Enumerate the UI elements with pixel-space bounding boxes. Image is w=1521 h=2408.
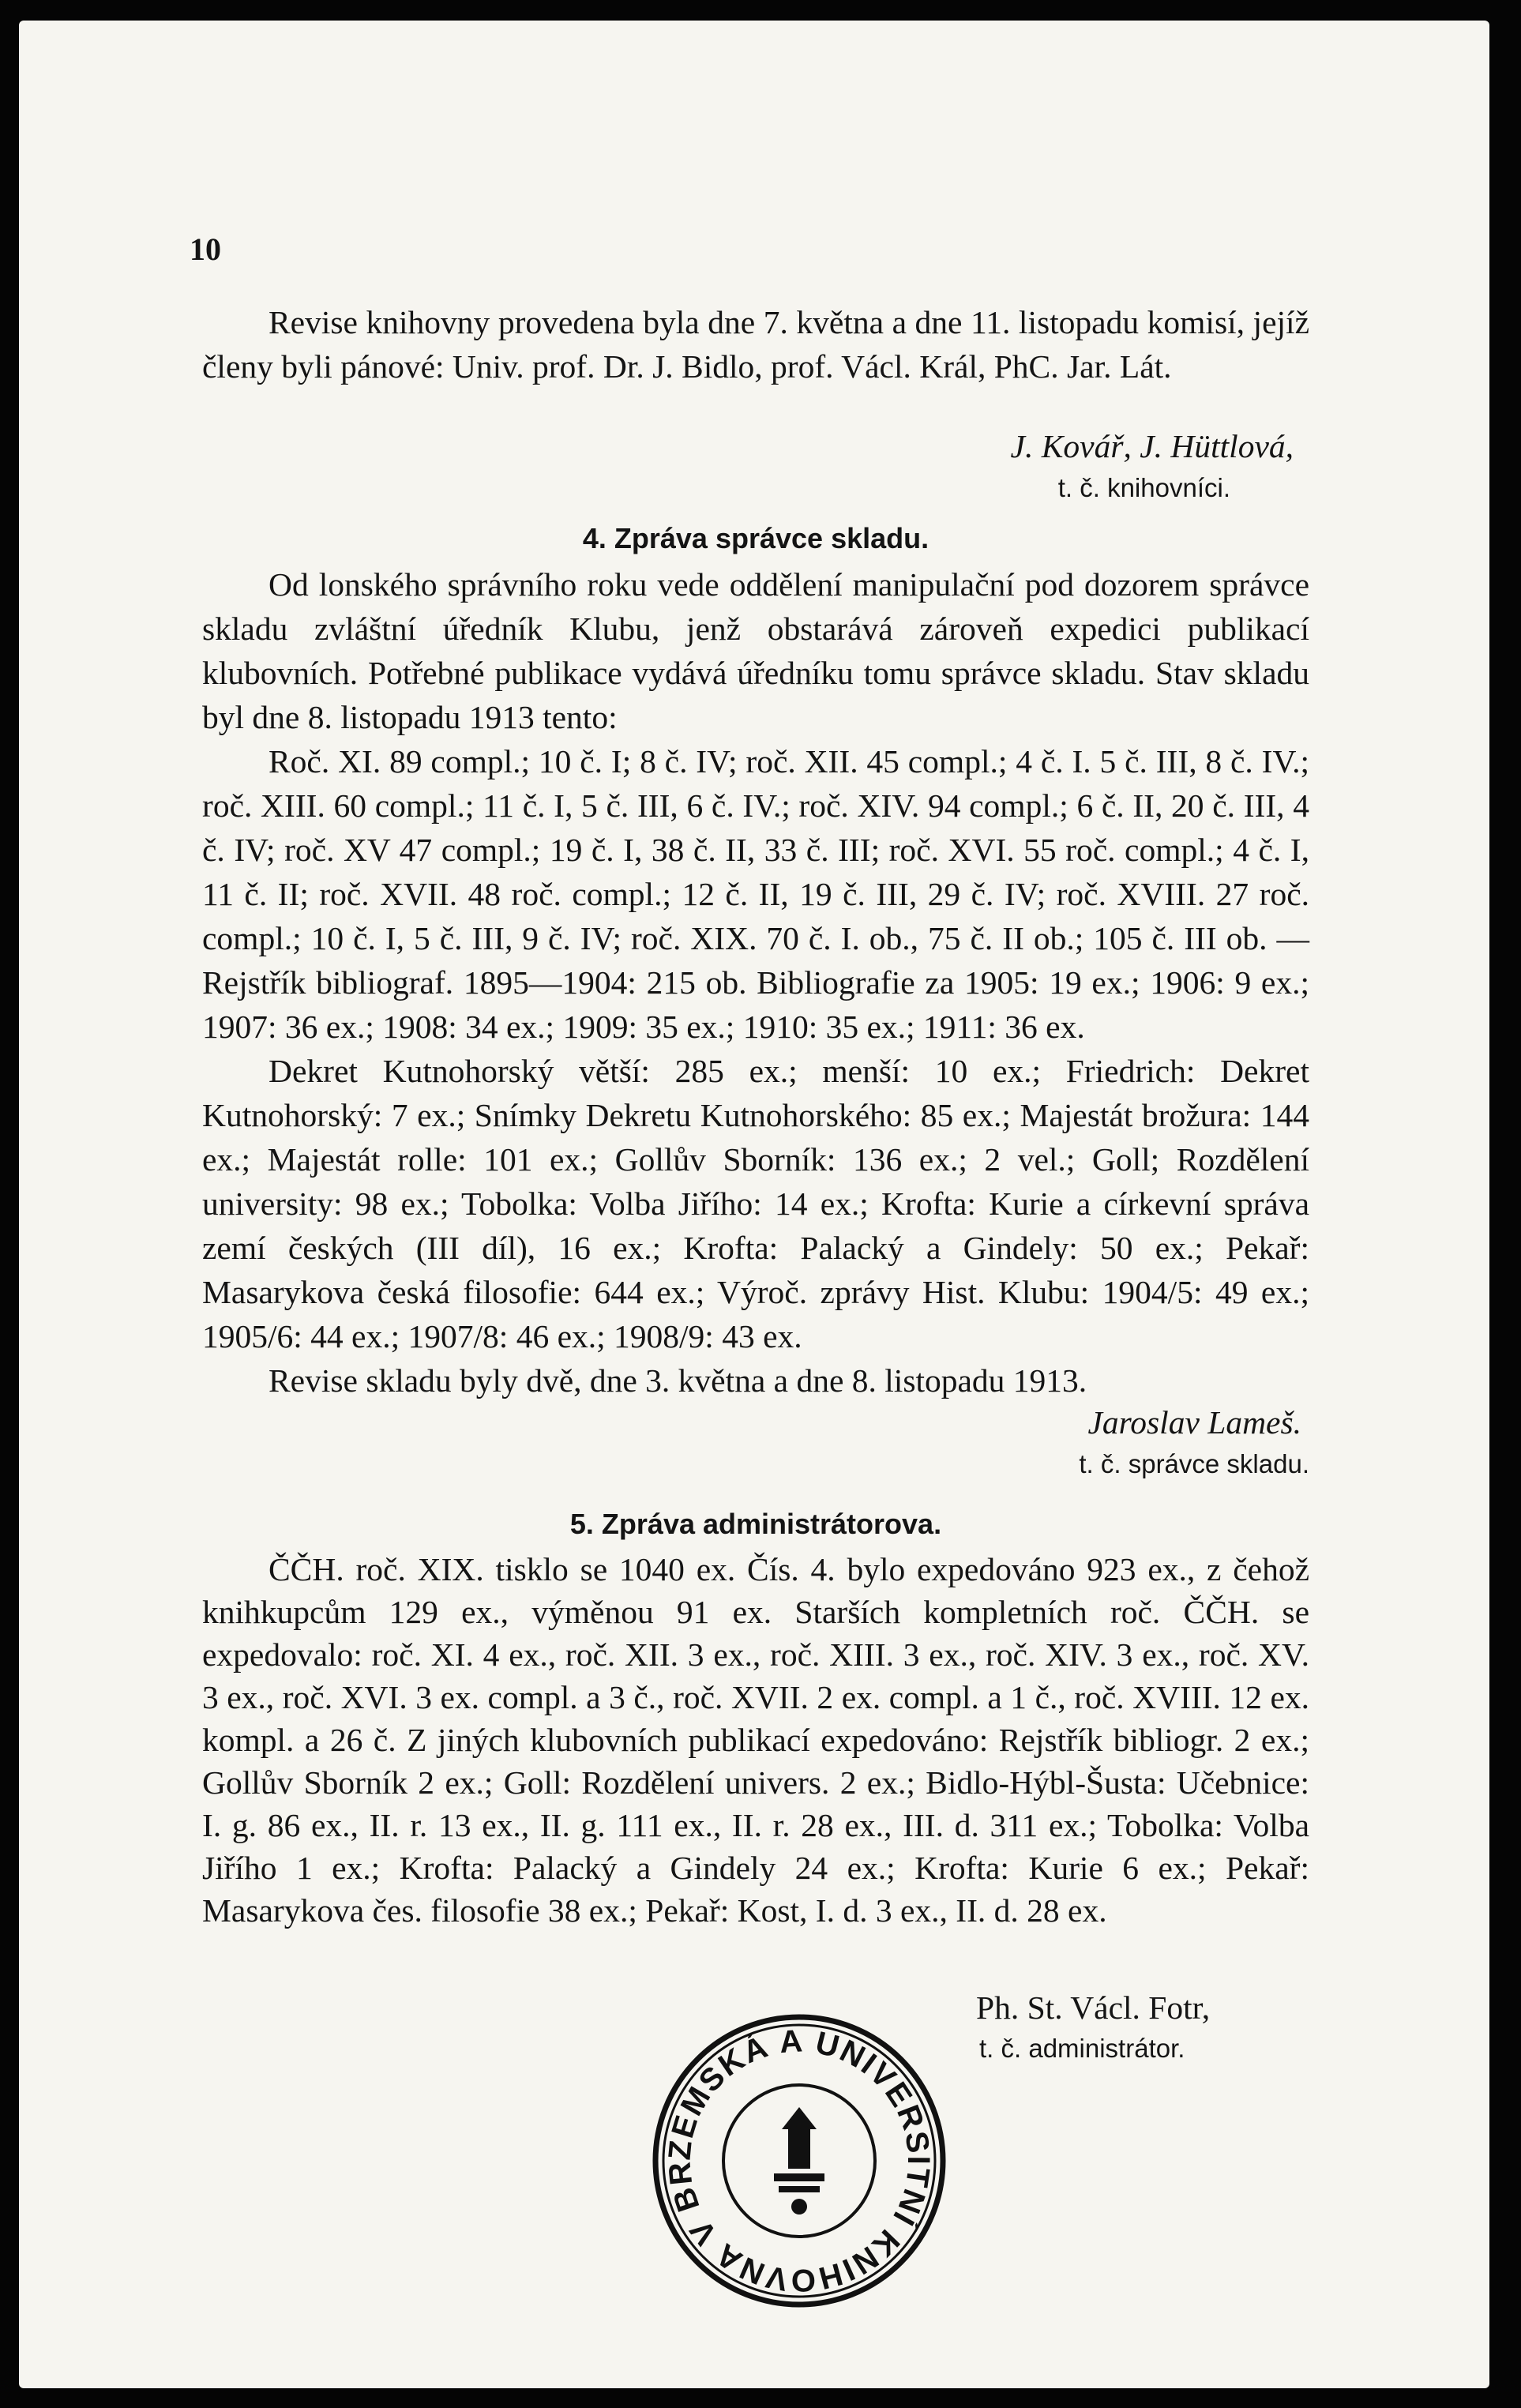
signature-administrator xyxy=(976,1987,1371,2069)
paragraph-library-revision: Revise knihovny provedena byla dne 7. května a dne 11. listopadu komisí, jejíž členy byli pánové: Univ. prof. Dr. J. Bidlo, prof. Václ. Král, PhC. Jar. Lát. xyxy=(202,304,1309,385)
paragraph-dekret: Dekret Kutnohorský větší: 285 ex.; menší: 10 ex.; Friedrich: Dekret Kutnohorský: 7 ex.; Snímky Dekretu Kutnohorského: 85 ex.; Majestát brožura: 144 ex.; Majestát rolle: 101 ex.; Gollův Sborník: 136 ex.; 2 vel.; Goll; Rozdělení university: 98 ex.; Tobolka: Volba Jiřího: 14 ex.; Krofta: Kurie a církevní správa zemí českých (III díl), 16 ex.; Krofta: Palacký a Gindely: 50 ex.; Pekař: Masarykova česká filosofie: 644 ex.; Výroč. zprávy Hist. Klubu: 1904/5: 49 ex.; 1905/6: 44 ex.; 1907/8: 46 ex.; 1908/9: 43 ex. xyxy=(202,1053,1309,1354)
section-heading-4 xyxy=(202,517,1309,561)
signature-librarians-names: J. Kovář, J. Hüttlová, xyxy=(1010,428,1294,464)
stamp-text: ZEMSKÁ A UNIVERSITNÍ KNIHOVNA V BR xyxy=(662,2023,937,2298)
stamp-emblem xyxy=(774,2107,824,2215)
signature-sklad-role: t. č. správce skladu. xyxy=(1079,1449,1309,1478)
heading-4: 4. Zpráva správce skladu. xyxy=(582,522,930,554)
paragraph-cch: ČČH. roč. XIX. tisklo se 1040 ex. Čís. 4. bylo expedováno 923 ex., z čehož knihkupcům 129 ex., výměnou 91 ex. Starších kompletních roč. ČČH. se expedovalo: roč. XI. 4 ex., roč. XII. 3 ex., roč. XIII. 3 ex., roč. XIV. 3 ex., roč. XV. 3 ex., roč. XVI. 3 ex. compl. a 3 č., roč. XVII. 2 ex. compl. a 1 č., roč. XVIII. 12 ex. kompl. a 26 č. Z jiných klubovních publikací expedováno: Rejstřík bibliogr. 2 ex.; Gollův Sborník 2 ex.; Goll: Rozdělení univers. 2 ex.; Bidlo-Hýbl-Šusta: Učebnice: I. g. 86 ex., II. r. 13 ex., II. g. 111 ex., II. r. 28 ex., III. d. 311 ex.; Tobolka: Volba Jiřího 1 ex.; Krofta: Palacký a Gindely 24 ex.; Krofta: Kurie 6 ex.; Pekař: Masarykova čes. filosofie 38 ex.; Pekař: Kost, I. d. 3 ex., II. d. 28 ex. xyxy=(202,1551,1309,1929)
library-stamp xyxy=(649,2011,949,2311)
heading-5: 5. Zpráva administrátorova. xyxy=(569,1508,942,1540)
page-number: 10 xyxy=(190,231,221,267)
library-stamp-seal xyxy=(649,2011,949,2311)
signature-administrator-role: t. č. administrátor. xyxy=(979,2034,1185,2063)
section-heading-5 xyxy=(202,1502,1309,1546)
section-sklad xyxy=(202,562,1309,1484)
signature-sklad-name: Jaroslav Lameš. xyxy=(1087,1404,1301,1441)
signature-administrator-name: Ph. St. Václ. Fotr, xyxy=(976,1989,1211,2026)
paragraph-stav-skladu: Roč. XI. 89 compl.; 10 č. I; 8 č. IV; roč. XII. 45 compl.; 4 č. I. 5 č. III, 8 č. IV.; roč. XIII. 60 compl.; 11 č. I, 5 č. III, 6 č. IV.; roč. XIV. 94 compl.; 6 č. II, 20 č. III, 4 č. IV; roč. XV 47 compl.; 19 č. I, 38 č. II, 33 č. III; roč. XVI. 55 roč. compl.; 4 č. I, 11 č. II; roč. XVII. 48 roč. compl.; 12 č. II, 19 č. III, 29 č. IV; roč. XVIII. 27 roč. compl.; 10 č. I, 5 č. III, 9 č. IV; roč. XIX. 70 č. I. ob., 75 č. II ob.; 105 č. III ob. — Rejstřík bibliograf. 1895—1904: 215 ob. Bibliografie za 1905: 19 ex.; 1906: 9 ex.; 1907: 36 ex.; 1908: 34 ex.; 1909: 35 ex.; 1910: 35 ex.; 1911: 36 ex. xyxy=(202,743,1309,1045)
signature-librarians-role: t. č. knihovníci. xyxy=(1057,473,1230,502)
section-administrator xyxy=(202,1548,1309,1932)
section-library-revision xyxy=(202,300,1309,389)
paragraph-revise-skladu: Revise skladu byly dvě, dne 3. května a dne 8. listopadu 1913. xyxy=(269,1362,1087,1399)
paragraph-sklad: Od lonského správního roku vede oddělení manipulační pod dozorem správce skladu zvláštní úředník Klubu, jenž obstarává zároveň expedici publikací klubovních. Potřebné publikace vydává úředníku tomu správce skladu. Stav skladu byl dne 8. listopadu 1913 tento: xyxy=(202,566,1309,735)
signature-librarians xyxy=(202,426,1309,508)
